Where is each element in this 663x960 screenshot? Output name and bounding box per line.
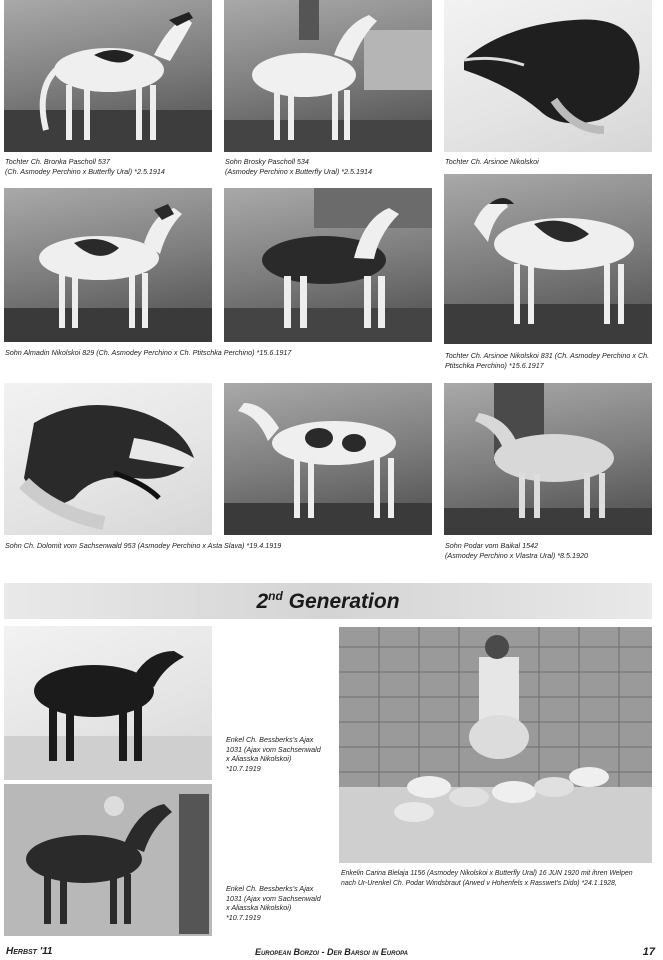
dog-illustration bbox=[4, 383, 212, 535]
caption-bessberks-ajax-1: Enkel Ch. Bessberks's Ajax 1031 (Ajax vom Sachsenwald x Aliasska Nikolskoi) *10.7.1919 bbox=[226, 735, 321, 773]
dog-illustration bbox=[224, 0, 432, 152]
photo-bronka-pascholl bbox=[4, 0, 212, 152]
photo-almadin-nikolskoi-2 bbox=[224, 188, 432, 342]
photo-arsinoe-head bbox=[444, 0, 652, 152]
dog-illustration bbox=[224, 188, 432, 342]
caption-arsinoe-nikolskoi-831: Tochter Ch. Arsinoe Nikolskoi 831 (Ch. Asmodey Perchino x Ch. Ptitschka Perchino) *15.6.1917 bbox=[445, 351, 650, 370]
dog-illustration bbox=[444, 0, 652, 152]
footer-issue: Herbst '11 bbox=[6, 946, 53, 957]
page-number: 17 bbox=[642, 946, 655, 958]
caption-brosky-pascholl: Sohn Brosky Pascholl 534 (Asmodey Perchino x Butterfly Ural) *2.5.1914 bbox=[225, 157, 373, 176]
photo-arsinoe-nikolskoi-pair bbox=[444, 174, 652, 344]
caption-almadin-nikolskoi: Sohn Almadin Nikolskoi 829 (Ch. Asmodey Perchino x Ch. Ptitschka Perchino) *15.6.1917 bbox=[5, 348, 292, 357]
photo-podar-vom-baikal bbox=[444, 383, 652, 535]
dog-illustration bbox=[4, 784, 212, 936]
section-banner-2nd-generation bbox=[4, 583, 652, 619]
photo-dolomit-head bbox=[4, 383, 212, 535]
dog-illustration bbox=[444, 383, 652, 535]
dog-illustration bbox=[4, 626, 212, 780]
photo-bessberks-ajax-2 bbox=[4, 784, 212, 936]
photo-bessberks-ajax-1 bbox=[4, 626, 212, 780]
caption-bessberks-ajax-2: Enkel Ch. Bessberks's Ajax 1031 (Ajax vom Sachsenwald x Aliasska Nikolskoi) *10.7.1919 bbox=[226, 884, 321, 922]
dog-illustration bbox=[339, 627, 652, 863]
caption-dolomit-vom-sachsenwald: Sohn Ch. Dolomit vom Sachsenwald 953 (Asmodey Perchino x Asta Slava) *19.4.1919 bbox=[5, 541, 282, 550]
photo-dolomit-standing bbox=[224, 383, 432, 535]
dog-illustration bbox=[444, 174, 652, 344]
dog-illustration bbox=[4, 0, 212, 152]
section-title: 2nd Generation bbox=[256, 588, 400, 613]
dog-illustration bbox=[224, 383, 432, 535]
caption-carina-bielaja: Enkelin Carina Bielaja 1156 (Asmodey Nikolskoi x Butterfly Ural) 16 JUN 1920 mit ihren Welpen nach Ur-Urenkel Ch. Podar Windsbraut (Arwed v Hohenfels x Rasswet's Dido) *24.1.1928, bbox=[341, 870, 633, 887]
caption-arsinoe-nikolskoi: Tochter Ch. Arsinoe Nikolskoi bbox=[445, 157, 539, 166]
caption-podar-vom-baikal: Sohn Podar vom Baikal 1542 (Asmodey Perchino x Vlastra Ural) *8.5.1920 bbox=[445, 541, 589, 560]
caption-bronka-pascholl: Tochter Ch. Bronka Pascholl 537 (Ch. Asmodey Perchino x Butterfly Ural) *2.5.1914 bbox=[5, 157, 165, 176]
footer-publication: European Borzoi - Der Barsoi in Europa bbox=[254, 947, 409, 957]
photo-almadin-nikolskoi-1 bbox=[4, 188, 212, 342]
photo-carina-bielaja-with-puppies bbox=[339, 627, 652, 863]
dog-illustration bbox=[4, 188, 212, 342]
photo-brosky-pascholl bbox=[224, 0, 432, 152]
page-footer bbox=[0, 944, 663, 960]
